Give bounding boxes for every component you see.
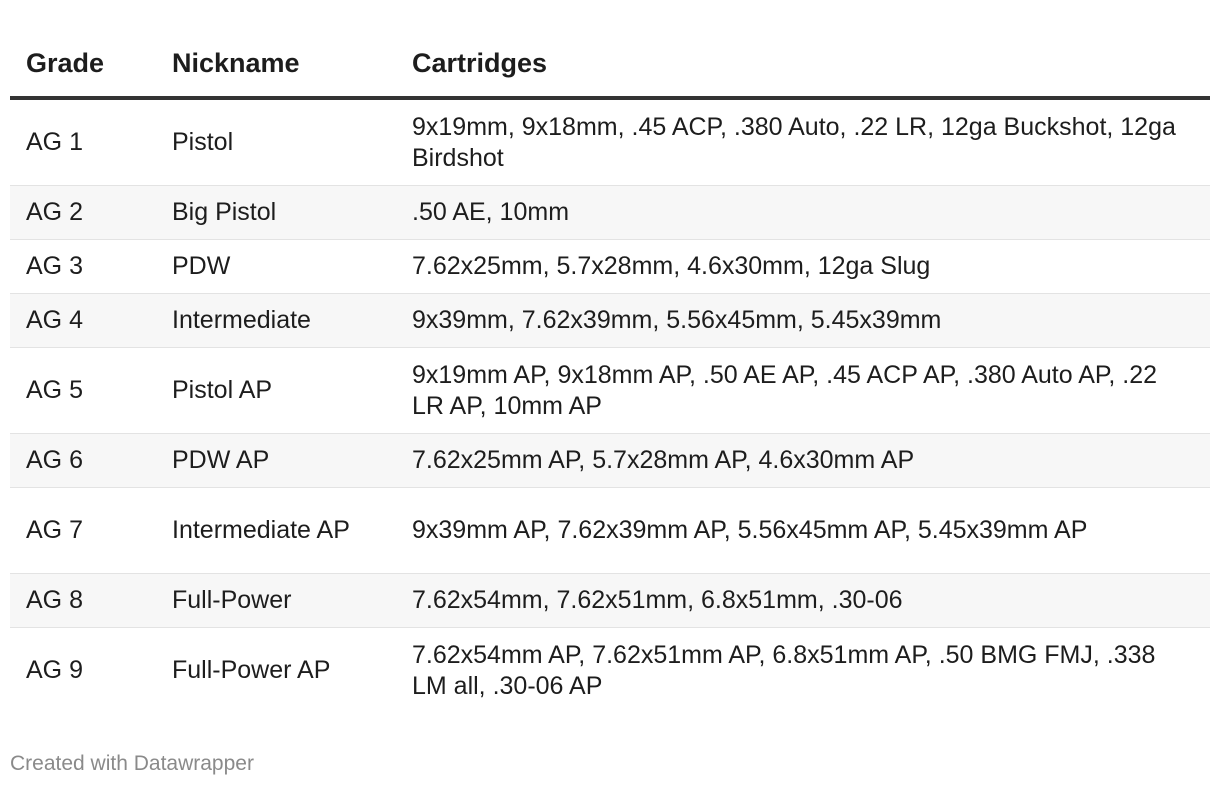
datawrapper-credit[interactable]: Created with Datawrapper: [10, 752, 254, 775]
cartridges-cell: 7.62x25mm AP, 5.7x28mm AP, 4.6x30mm AP: [396, 434, 1210, 488]
table-body: [10, 98, 1210, 713]
table-row: [10, 294, 1210, 348]
nickname-cell: Intermediate AP: [156, 488, 396, 574]
table-row: [10, 98, 1210, 186]
cartridges-cell: 7.62x54mm AP, 7.62x51mm AP, 6.8x51mm AP, .50 BMG FMJ, .338 LM all, .30-06 AP: [412, 640, 1156, 700]
table-row: [10, 574, 1210, 628]
cartridges-cell: 9x19mm AP, 9x18mm AP, .50 AE AP, .45 ACP AP, .380 Auto AP, .22 LR AP, 10mm AP: [396, 348, 1210, 434]
header-row: [10, 30, 1210, 98]
table-row: [10, 628, 1210, 714]
nickname-cell: Full-Power AP: [172, 656, 331, 684]
nickname-cell: PDW AP: [156, 434, 396, 488]
cartridges-cell: .50 AE, 10mm: [396, 186, 1210, 240]
header-grade: Grade: [10, 30, 156, 98]
grade-cell: AG 2: [10, 186, 156, 240]
grade-cell: AG 9: [26, 656, 83, 684]
nickname-cell: Full-Power: [156, 574, 396, 628]
nickname-cell: PDW: [156, 240, 396, 294]
table-row: [10, 434, 1210, 488]
nickname-cell: Intermediate: [156, 294, 396, 348]
ammo-grade-table: [10, 30, 1210, 713]
table-header: [10, 30, 1210, 98]
table-row: [10, 348, 1210, 434]
nickname-cell: Pistol AP: [156, 348, 396, 434]
grade-cell: AG 6: [10, 434, 156, 488]
cartridges-cell: 7.62x54mm, 7.62x51mm, 6.8x51mm, .30-06: [396, 574, 1210, 628]
grade-cell: AG 1: [10, 98, 156, 186]
cartridges-cell: 9x39mm, 7.62x39mm, 5.56x45mm, 5.45x39mm: [396, 294, 1210, 348]
header-cartridges: Cartridges: [396, 30, 1210, 98]
nickname-cell: Pistol: [156, 98, 396, 186]
grade-cell: AG 5: [10, 348, 156, 434]
table-row: [10, 240, 1210, 294]
grade-cell: AG 8: [10, 574, 156, 628]
cartridges-cell: 9x19mm, 9x18mm, .45 ACP, .380 Auto, .22 LR, 12ga Buckshot, 12ga Birdshot: [396, 98, 1210, 186]
header-nickname: Nickname: [156, 30, 396, 98]
grade-cell: AG 3: [10, 240, 156, 294]
cartridges-cell: 9x39mm AP, 7.62x39mm AP, 5.56x45mm AP, 5.45x39mm AP: [396, 488, 1210, 574]
table-row: [10, 488, 1210, 574]
cartridges-cell: 7.62x25mm, 5.7x28mm, 4.6x30mm, 12ga Slug: [396, 240, 1210, 294]
grade-cell: AG 7: [10, 488, 156, 574]
nickname-cell: Big Pistol: [156, 186, 396, 240]
table-row: [10, 186, 1210, 240]
grade-cell: AG 4: [10, 294, 156, 348]
